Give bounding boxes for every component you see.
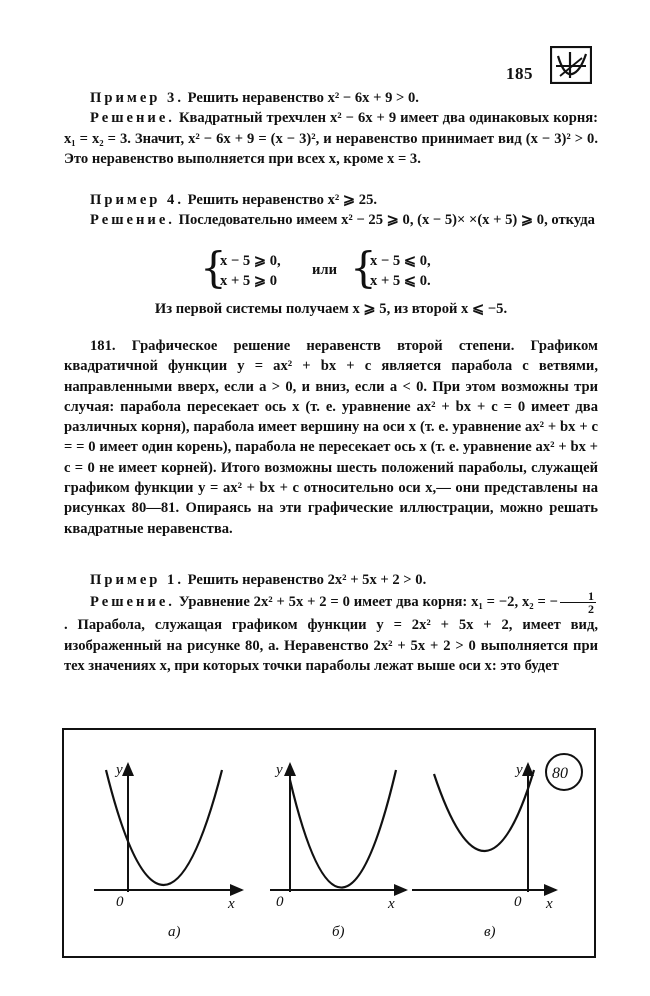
example-1-heading: Пример 1. bbox=[90, 572, 185, 588]
left-brace-2: { bbox=[350, 243, 377, 292]
panel-c-origin: 0 bbox=[514, 894, 522, 910]
panel-b-x-label: x bbox=[388, 896, 395, 912]
panel-c-x-label: x bbox=[546, 896, 553, 912]
panel-a-x-label: x bbox=[228, 896, 235, 912]
example-4-solution-text: Последовательно имеем x² − 25 ⩾ 0, (x − 5)× ×(x + 5) ⩾ 0, откуда bbox=[178, 212, 595, 229]
example-3-text: Решить неравенство x² − 6x + 9 > 0. bbox=[187, 90, 419, 106]
example-1-solution-text-b: . Парабола, служащая графиком функции y = 2x² + 5x + 2, имеет вид, изображенный на рисунке 80, a. Неравенство 2x² + 5x + 2 > 0 выполняется при тех значениях x, при которых точки параболы лежат выше оси x: это будет bbox=[64, 617, 598, 674]
page-header bbox=[0, 0, 650, 100]
example-4-conclusion: Из первой системы получаем x ⩾ 5, из второй x ⩽ −5. bbox=[154, 301, 508, 317]
system-1-line-1: x − 5 ⩾ 0, bbox=[220, 253, 281, 269]
section-181-body: Графиком квадратичной функции y = ax² + bx + c является парабола с ветвями, направленными вверх, если a > 0, и вниз, если a < 0. При этом возможны три случая: парабола пересекает ось x (т. е. уравнение ax² + bx + c = 0 имеет два различных корня), парабола имеет вершину на оси x (т. е. уравнение ax² + bx + c = = 0 имеет один корень), парабола не пересекает ось x (т. е. уравнение ax² + bx + c = 0 не имеет корней). Итого возможны шесть положений параболы, служащей графиком функции y = ax² + bx + c относительно оси x,— они представлены на рисунках 80—81. Опираясь на эти графические иллюстрации, можно решать квадратные неравенства. bbox=[64, 338, 598, 537]
example-3-solution-text: Квадратный трехчлен x² − 6x + 9 имеет два одинаковых корня: x₁ = x₂ = 3. Значит, x² − 6x + 9 = (x − 3)², и неравенство принимает вид (x − 3)² > 0. Это неравенство выполняется при всех x, кроме x = 3. bbox=[64, 110, 598, 167]
page-number: 185 bbox=[506, 64, 533, 83]
section-181-title: 181. Графическое решение неравенств второй степени. bbox=[90, 338, 515, 354]
panel-c-caption: в) bbox=[484, 924, 496, 940]
example-4-text: Решить неравенство x² ⩾ 25. bbox=[187, 192, 378, 208]
fraction-numerator: 1 bbox=[560, 590, 596, 603]
example-1-solution bbox=[64, 590, 598, 676]
example-3 bbox=[64, 88, 598, 169]
system-1-line-2: x + 5 ⩾ 0 bbox=[220, 273, 278, 289]
panel-a-caption: а) bbox=[168, 924, 181, 940]
or-word: или bbox=[312, 262, 338, 278]
panel-c bbox=[412, 762, 556, 940]
example-3-statement bbox=[64, 88, 598, 108]
example-3-solution bbox=[64, 108, 598, 169]
example-1-solution-label: Решение. bbox=[90, 594, 175, 611]
example-3-solution-label: Решение. bbox=[90, 110, 175, 127]
section-181 bbox=[64, 336, 598, 539]
example-4-solution bbox=[64, 210, 598, 230]
panel-b bbox=[270, 762, 406, 940]
panel-a bbox=[94, 762, 242, 940]
panel-c-parabola bbox=[434, 770, 534, 851]
panel-b-y-label: y bbox=[276, 762, 283, 778]
system-2-line-1: x − 5 ⩽ 0, bbox=[370, 253, 431, 269]
panel-b-parabola bbox=[290, 770, 396, 888]
example-1-statement bbox=[64, 570, 598, 590]
fraction-denominator: 2 bbox=[587, 602, 594, 617]
panel-a-y-label: y bbox=[116, 762, 123, 778]
example-1-text: Решить неравенство 2x² + 5x + 2 > 0. bbox=[187, 572, 427, 588]
inequality-systems bbox=[200, 243, 500, 294]
example-4-heading: Пример 4. bbox=[90, 192, 185, 208]
figure-80-drawing bbox=[64, 730, 594, 956]
section-181-paragraph bbox=[64, 336, 598, 539]
panel-a-parabola bbox=[106, 770, 222, 885]
figure-number: 80 bbox=[552, 765, 568, 782]
fraction-one-half bbox=[560, 590, 596, 615]
panel-c-y-label: y bbox=[516, 762, 523, 778]
example-1-solution-text-a: Уравнение 2x² + 5x + 2 = 0 имеет два корня: x₁ = −2, x₂ = − bbox=[178, 594, 558, 611]
example-1 bbox=[64, 570, 598, 676]
panel-b-caption: б) bbox=[332, 924, 345, 940]
book-logo-icon bbox=[550, 46, 592, 84]
figure-80 bbox=[62, 728, 596, 958]
system-2-line-2: x + 5 ⩽ 0. bbox=[370, 273, 431, 289]
example-4 bbox=[64, 190, 598, 231]
panel-b-origin: 0 bbox=[276, 894, 284, 910]
example-4-solution-label: Решение. bbox=[90, 212, 175, 229]
figure-number-badge bbox=[546, 754, 582, 790]
panel-a-origin: 0 bbox=[116, 894, 124, 910]
example-4-statement bbox=[64, 190, 598, 210]
example-3-heading: Пример 3. bbox=[90, 90, 185, 106]
left-brace-1: { bbox=[200, 243, 227, 292]
